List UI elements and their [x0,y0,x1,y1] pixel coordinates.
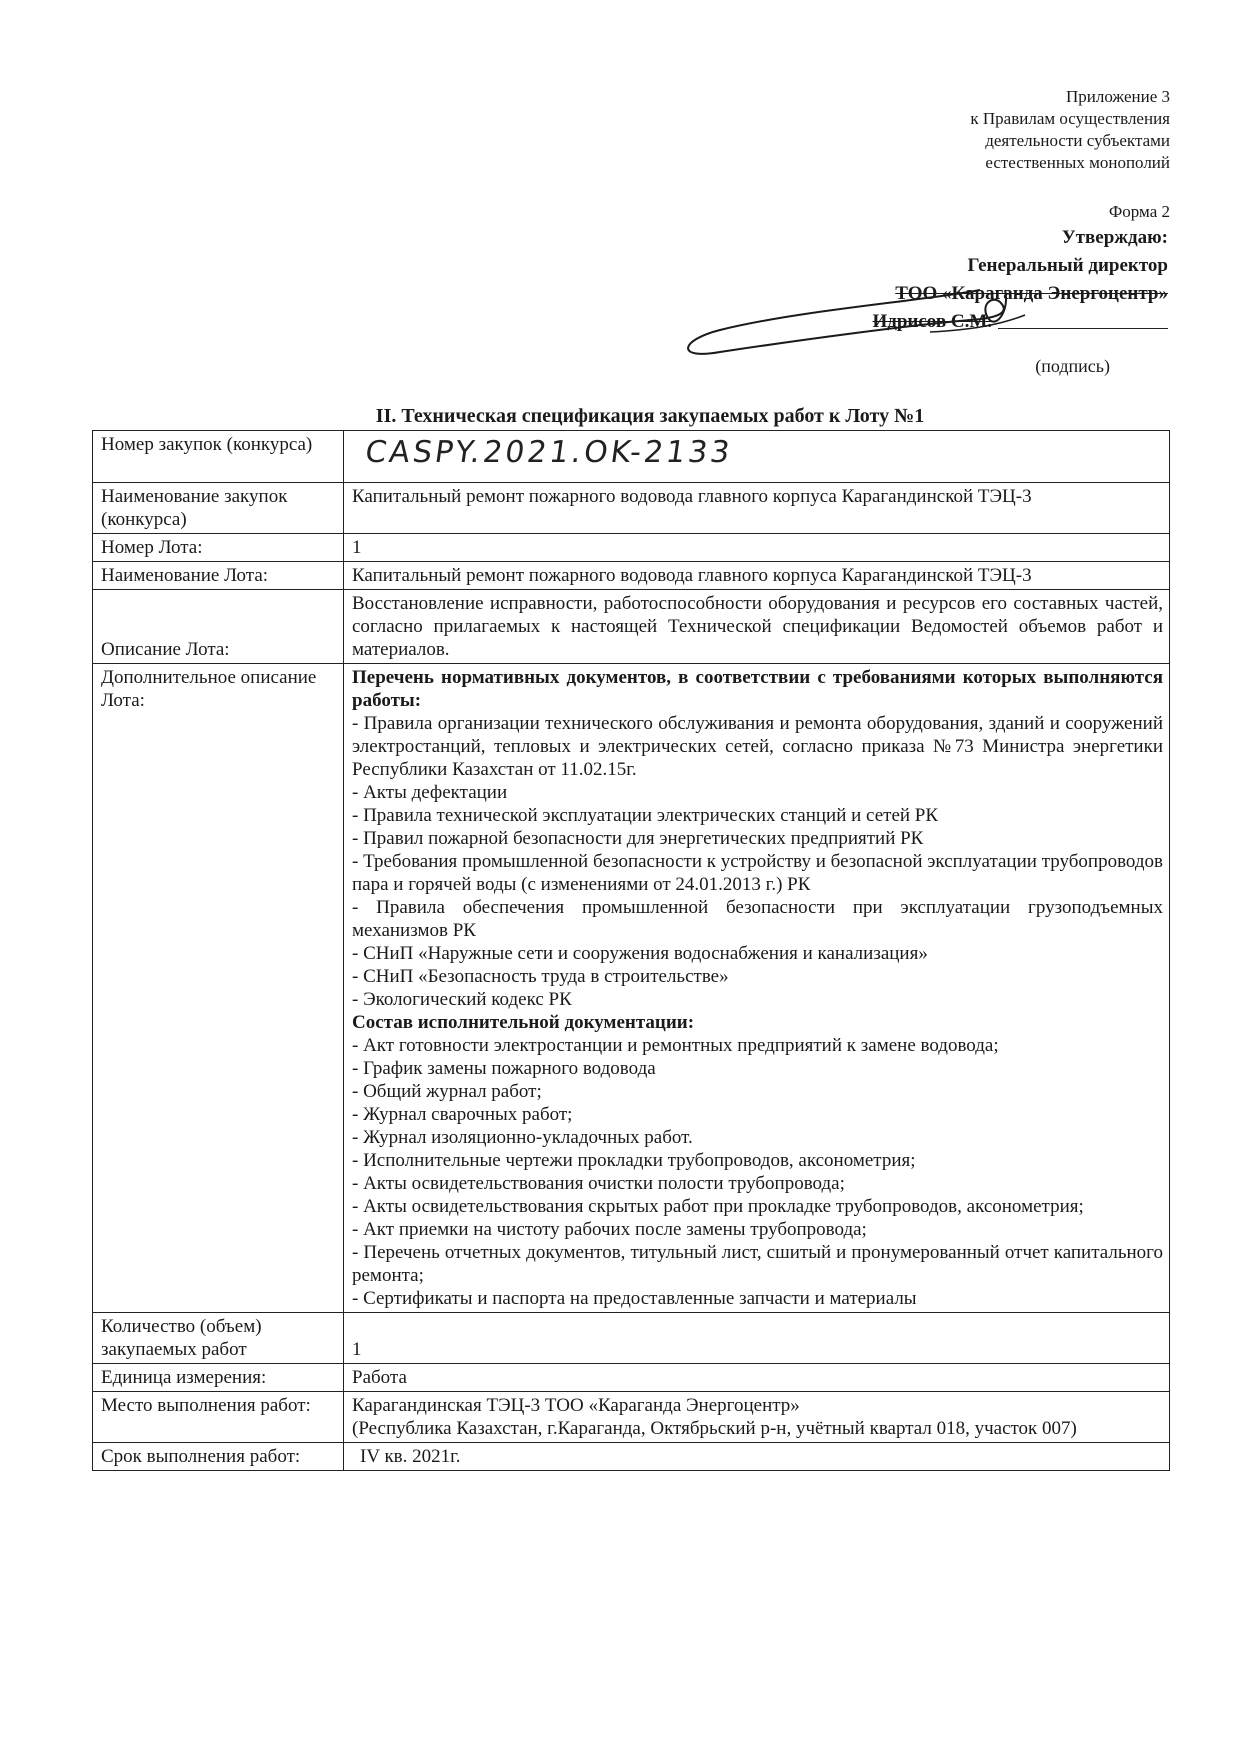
row-label: Описание Лота: [93,590,344,664]
list-item: - Акты освидетельствования скрытых работ при прокладке трубопроводов, аксонометрия; [352,1196,1084,1217]
table-row [93,1313,1170,1364]
row-label: Количество (объем) закупаемых работ [93,1313,344,1364]
form-label: Форма 2 [1108,202,1170,221]
table-row [93,1364,1170,1392]
director-name: Идрисов С.М. [872,311,992,332]
section-heading: Состав исполнительной документации: [352,1012,695,1033]
annex-line: к Правилам осуществления [970,109,1170,128]
table-row [93,431,1170,483]
handwritten-signature [680,270,1110,380]
table-row [93,590,1170,664]
row-value: Капитальный ремонт пожарного водовода главного корпуса Карагандинской ТЭЦ-3 [344,562,1170,590]
approve-word: Утверждаю: [1061,227,1168,248]
table-row [93,534,1170,562]
table-row [93,562,1170,590]
row-value: 1 [344,1313,1170,1364]
row-label: Наименование закупок (конкурса) [93,483,344,534]
section-heading: Перечень нормативных документов, в соответствии с требованиями которых выполняются работы: [352,667,1163,711]
table-row [93,483,1170,534]
list-item: - СНиП «Безопасность труда в строительстве» [352,966,729,987]
list-item: - СНиП «Наружные сети и сооружения водоснабжения и канализация» [352,943,928,964]
list-item: - Журнал сварочных работ; [352,1104,573,1125]
row-value: IV кв. 2021г. [344,1443,1170,1471]
signature-caption: (подпись) [1035,356,1110,376]
list-item: - Акты дефектации [352,782,508,803]
row-label: Номер Лота: [93,534,344,562]
table-row [93,1443,1170,1471]
list-item: - Журнал изоляционно-укладочных работ. [352,1127,693,1148]
specification-table [92,430,1170,1471]
row-value [344,431,1170,483]
row-value: Работа [344,1364,1170,1392]
annex-line: деятельности субъектами [985,131,1170,150]
list-item: - Требования промышленной безопасности к устройству и безопасной эксплуатации трубопроводов пара и горячей воды (с изменениями от 24.01.2013 г.) РК [352,851,1163,895]
row-value [344,664,1170,1313]
list-item: - Исполнительные чертежи прокладки трубопроводов, аксонометрия; [352,1150,916,1171]
table-row [93,664,1170,1313]
place-line: Карагандинская ТЭЦ-3 ТОО «Караганда Энергоцентр» [352,1395,800,1416]
annex-line: естественных монополий [985,153,1170,172]
row-value [344,1392,1170,1443]
annex-reference [970,86,1170,174]
row-label: Наименование Лота: [93,562,344,590]
row-value: Восстановление исправности, работоспособности оборудования и ресурсов его составных частей, согласно прилагаемых к настоящей Технической спецификации Ведомостей объемов работ и материалов. [344,590,1170,664]
list-item: - Акт приемки на чистоту рабочих после замены трубопровода; [352,1219,867,1240]
list-item: - График замены пожарного водовода [352,1058,656,1079]
company-name: ТОО «Караганда Энергоцентр» [895,283,1168,304]
list-item: - Правила технической эксплуатации электрических станций и сетей РК [352,805,939,826]
row-value: 1 [344,534,1170,562]
list-item: - Экологический кодекс РК [352,989,572,1010]
document-title: II. Техническая спецификация закупаемых работ к Лоту №1 [375,405,925,427]
annex-line: Приложение 3 [1066,87,1170,106]
list-item: - Общий журнал работ; [352,1081,542,1102]
row-label: Номер закупок (конкурса) [93,431,344,483]
row-label: Место выполнения работ: [93,1392,344,1443]
table-row [93,1392,1170,1443]
list-item: - Акты освидетельствования очистки полости трубопровода; [352,1173,845,1194]
list-item: - Правил пожарной безопасности для энергетических предприятий РК [352,828,924,849]
row-label: Срок выполнения работ: [93,1443,344,1471]
procurement-number: CASPY.2021.OK-2133 [362,435,735,470]
row-label: Дополнительное описание Лота: [93,664,344,1313]
list-item: - Акт готовности электростанции и ремонтных предприятий к замене водовода; [352,1035,999,1056]
list-item: - Перечень отчетных документов, титульный лист, сшитый и пронумерованный отчет капитального ремонта; [352,1242,1163,1286]
director-position: Генеральный директор [967,255,1168,276]
list-item: - Правила организации технического обслуживания и ремонта оборудования, зданий и сооружений электростанций, тепловых и электрических сетей, согласно приказа №73 Министра энергетики Республики Казахстан от 11.02.15г. [352,713,1163,780]
row-value: Капитальный ремонт пожарного водовода главного корпуса Карагандинской ТЭЦ-3 [344,483,1170,534]
list-item: - Правила обеспечения промышленной безопасности при эксплуатации грузоподъемных механизмов РК [352,897,1163,941]
row-label: Единица измерения: [93,1364,344,1392]
place-line: (Республика Казахстан, г.Караганда, Октябрьский р-н, учётный квартал 018, участок 007) [352,1418,1077,1439]
list-item: - Сертификаты и паспорта на предоставленные запчасти и материалы [352,1288,917,1309]
